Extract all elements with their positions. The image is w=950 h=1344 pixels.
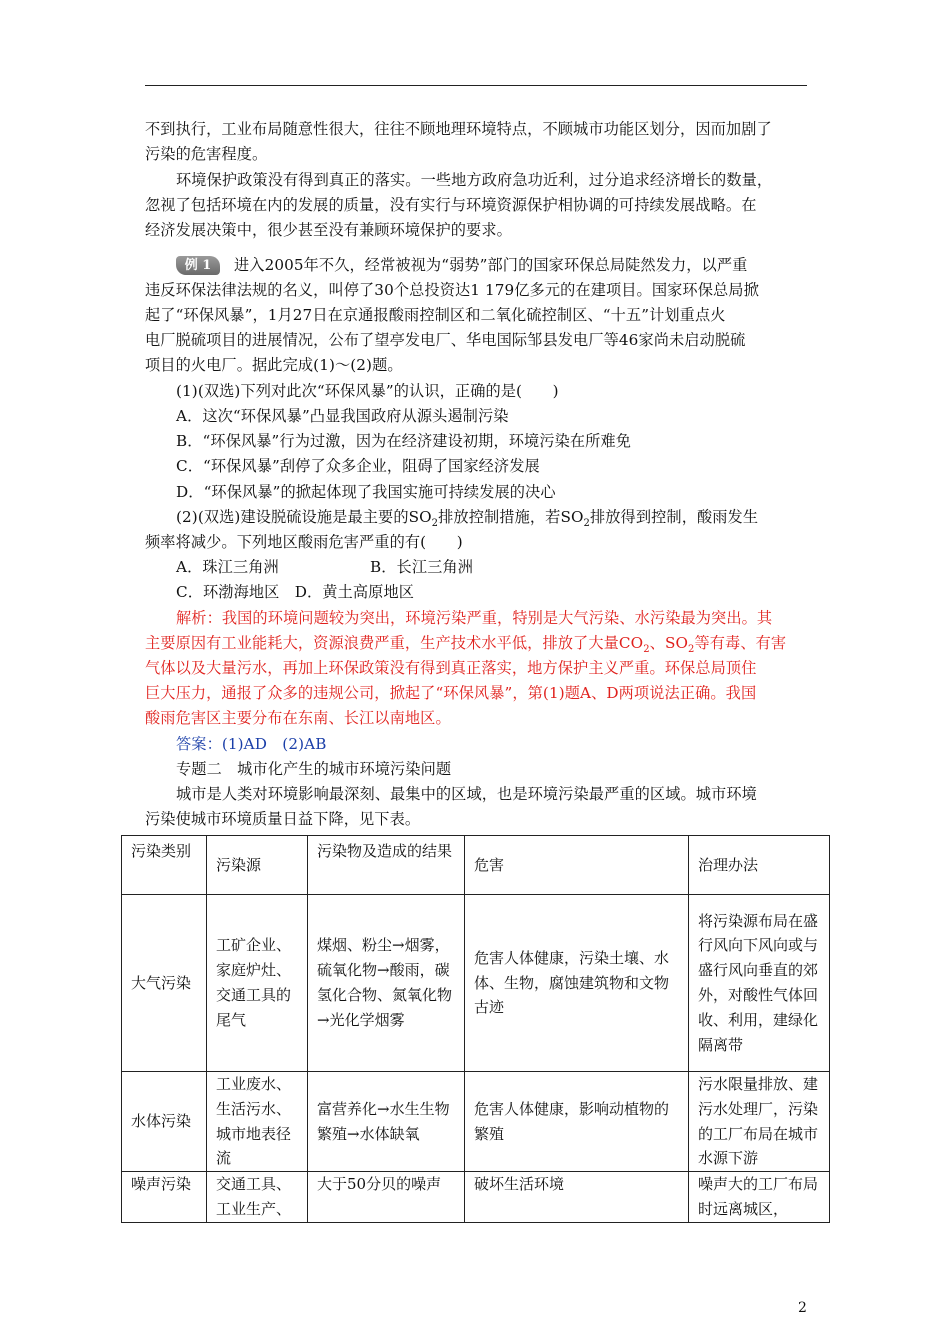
question-2-stem: 频率将减少。下列地区酸雨危害严重的有( ) bbox=[145, 533, 463, 551]
table-cell: 危害人体健康，污染土壤、水体、生物，腐蚀建筑物和文物古迹 bbox=[465, 895, 689, 1072]
paragraph-line: 经济发展决策中，很少甚至没有兼顾环境保护的要求。 bbox=[145, 221, 512, 239]
table-header-row bbox=[122, 836, 830, 895]
question-2-option-cd: C．环渤海地区 D．黄土高原地区 bbox=[176, 583, 415, 601]
topic-title: 专题二 城市化产生的城市环境污染问题 bbox=[176, 760, 452, 778]
subscript: 2 bbox=[643, 644, 650, 656]
analysis-part: 等有毒、有害 bbox=[694, 634, 787, 652]
subscript: 2 bbox=[431, 518, 439, 530]
analysis-line: 气体以及大量污水，再加上环保政策没有得到真正落实，地方保护主义严重。环保总局顶住 bbox=[145, 659, 757, 677]
question-2-stem-part: 排放得到控制，酸雨发生 bbox=[589, 508, 759, 526]
table-header-cell: 污染类别 bbox=[122, 836, 207, 895]
table-header-cell: 污染源 bbox=[207, 836, 308, 895]
table-cell: 富营养化→水生生物繁殖→水体缺氧 bbox=[308, 1072, 465, 1172]
subscript: 2 bbox=[688, 644, 695, 656]
header-rule bbox=[145, 85, 807, 86]
paragraph-line: 不到执行，工业布局随意性很大，往往不顾地理环境特点，不顾城市功能区划分，因而加剧了 bbox=[145, 120, 772, 138]
table-cell: 噪声污染 bbox=[122, 1172, 207, 1223]
example-line: 违反环保法律法规的名义，叫停了30个总投资达1 179亿多元的在建项目。国家环保总局掀 bbox=[145, 281, 759, 299]
table-cell: 大于50分贝的噪声 bbox=[308, 1172, 465, 1223]
analysis-part: 主要原因有工业能耗大，资源浪费严重，生产技术水平低，排放了大量CO bbox=[145, 634, 644, 652]
question-1-stem: (1)(双选)下列对此次“环保风暴”的认识，正确的是( ) bbox=[176, 382, 559, 400]
question-2-stem-part: (2)(双选)建设脱硫设施是最主要的SO bbox=[176, 508, 432, 526]
table-cell: 工业废水、生活污水、城市地表径流 bbox=[207, 1072, 308, 1172]
table-cell: 大气污染 bbox=[122, 895, 207, 1072]
analysis-line: 酸雨危害区主要分布在东南、长江以南地区。 bbox=[145, 709, 451, 727]
paragraph-line: 忽视了包括环境在内的发展的质量，没有实行与环境资源保护相协调的可持续发展战略。在 bbox=[145, 196, 757, 214]
table-cell: 交通工具、工业生产、 bbox=[207, 1172, 308, 1223]
subscript: 2 bbox=[583, 518, 590, 530]
analysis-line: 巨大压力，通报了众多的违规公司，掀起了“环保风暴”，第(1)题A、D两项说法正确。我国 bbox=[145, 684, 757, 702]
question-1-option-b: B．“环保风暴”行为过激，因为在经济建设初期，环境污染在所难免 bbox=[176, 432, 632, 450]
table-cell: 将污染源布局在盛行风向下风向或与盛行风向垂直的郊外，对酸性气体回收、利用，建绿化隔离带 bbox=[689, 895, 830, 1072]
analysis-line bbox=[145, 634, 786, 659]
question-2-stem bbox=[176, 508, 758, 533]
table-cell: 破坏生活环境 bbox=[465, 1172, 689, 1223]
example-line: 项目的火电厂。据此完成(1)～(2)题。 bbox=[145, 356, 403, 374]
question-2-option-a: A．珠江三角洲 bbox=[176, 558, 279, 576]
table-header-cell: 危害 bbox=[465, 836, 689, 895]
table-cell: 噪声大的工厂布局时远离城区， bbox=[689, 1172, 830, 1223]
table-cell: 危害人体健康，影响动植物的繁殖 bbox=[465, 1072, 689, 1172]
table-row bbox=[122, 1172, 830, 1223]
example-line: 电厂脱硫项目的进展情况，公布了望亭发电厂、华电国际邹县发电厂等46家尚未启动脱硫 bbox=[145, 331, 746, 349]
question-1-option-a: A．这次“环保风暴”凸显我国政府从源头遏制污染 bbox=[176, 407, 509, 425]
table-cell: 污水限量排放、建污水处理厂，污染的工厂布局在城市水源下游 bbox=[689, 1072, 830, 1172]
question-1-option-d: D．“环保风暴”的掀起体现了我国实施可持续发展的决心 bbox=[176, 483, 556, 501]
paragraph-line: 污染的危害程度。 bbox=[145, 145, 268, 163]
analysis-line: 解析：我国的环境问题较为突出，环境污染严重，特别是大气污染、水污染最为突出。其 bbox=[176, 609, 773, 627]
question-2-stem-part: 排放控制措施，若SO bbox=[438, 508, 584, 526]
question-2-option-b: B．长江三角洲 bbox=[370, 558, 473, 576]
table-cell: 工矿企业、家庭炉灶、交通工具的尾气 bbox=[207, 895, 308, 1072]
topic-intro: 污染使城市环境质量日益下降，见下表。 bbox=[145, 810, 421, 828]
table-cell: 水体污染 bbox=[122, 1072, 207, 1172]
example-badge: 例 1 bbox=[176, 256, 220, 275]
example-line: 进入2005年不久，经常被视为“弱势”部门的国家环保总局陡然发力，以严重 bbox=[234, 256, 748, 274]
analysis-part: 、SO bbox=[649, 634, 688, 652]
table-row bbox=[122, 895, 830, 1072]
table-row bbox=[122, 1072, 830, 1172]
paragraph-line: 环境保护政策没有得到真正的落实。一些地方政府急功近利，过分追求经济增长的数量， bbox=[176, 171, 773, 189]
page-number: 2 bbox=[798, 1300, 807, 1316]
table-cell: 煤烟、粉尘→烟雾，硫氧化物→酸雨，碳氢化合物、氮氧化物→光化学烟雾 bbox=[308, 895, 465, 1072]
topic-intro: 城市是人类对环境影响最深刻、最集中的区域，也是环境污染最严重的区域。城市环境 bbox=[176, 785, 757, 803]
question-1-option-c: C．“环保风暴”刮停了众多企业，阻碍了国家经济发展 bbox=[176, 457, 540, 475]
table-header-cell: 污染物及造成的结果 bbox=[308, 836, 465, 895]
table-header-cell: 治理办法 bbox=[689, 836, 830, 895]
answer-line: 答案：(1)AD (2)AB bbox=[176, 735, 327, 753]
pollution-table bbox=[121, 835, 830, 1223]
example-line: 起了“环保风暴”，1月27日在京通报酸雨控制区和二氧化硫控制区、“十五”计划重点火 bbox=[145, 306, 726, 324]
